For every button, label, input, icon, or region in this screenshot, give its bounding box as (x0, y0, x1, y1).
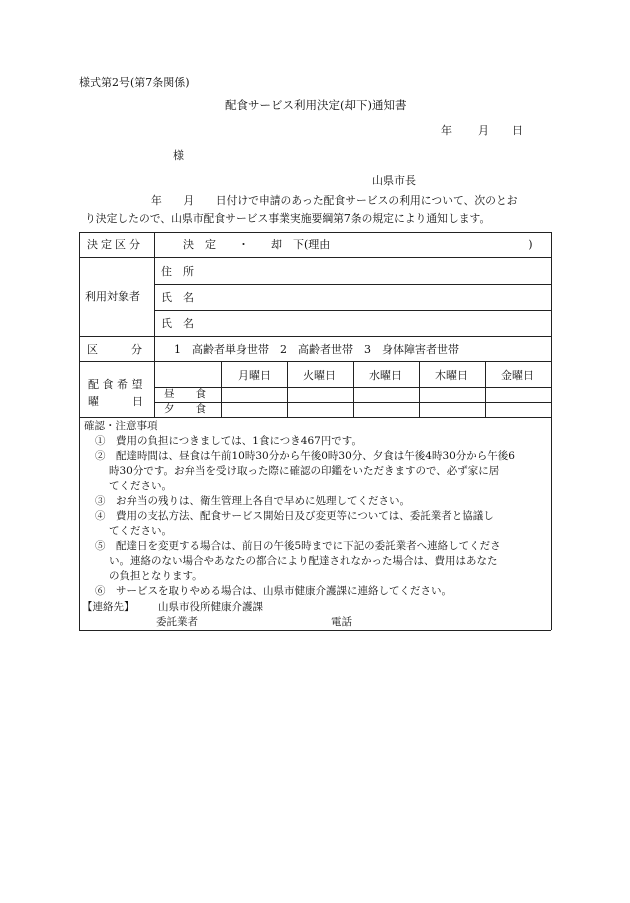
name-label: 氏 名 (161, 291, 194, 304)
days-label: 配 食 希 望 (88, 378, 143, 391)
weekday-header: 金曜日 (501, 369, 534, 382)
note-line: ⑤ 配達日を変更する場合は、前日の午後5時までに下記の委託業者へ連絡してくださ (95, 540, 501, 552)
note-line: ④ 費用の支払方法、配食サービス開始日及び変更等については、委託業者と協議し (95, 510, 494, 522)
addressee-suffix: 様 (173, 149, 184, 162)
name-label: 氏 名 (161, 317, 194, 330)
table-border-left (79, 232, 80, 630)
row-divider (79, 257, 551, 258)
table-border-top (79, 232, 551, 233)
date-month: 月 (478, 124, 489, 137)
notes-heading: 確認・注意事項 (84, 420, 158, 432)
date-day: 日 (512, 124, 523, 137)
note-line: ⑥ サービスを取りやめる場合は、山県市健康介護課に連絡してください。 (95, 585, 452, 597)
decision-value: 決 定 ・ 却 下(理由 ) (183, 238, 533, 251)
note-line: ① 費用の負担につきましては、1食につき467円です。 (95, 435, 362, 447)
decision-label: 決定区分 (87, 238, 143, 251)
days-label: 曜 日 (88, 395, 143, 408)
meal-label: 夕 食 (164, 403, 206, 415)
note-line: の負担となります。 (109, 570, 203, 582)
target-label: 利用対象者 (85, 290, 140, 303)
category-value: 1 高齢者単身世帯 2 高齢者世帯 3 身体障害者世帯 (174, 343, 459, 356)
note-line: てください。 (109, 525, 172, 537)
meal-label: 昼 食 (164, 388, 206, 400)
date-year: 年 (441, 124, 452, 137)
day-column-divider (419, 361, 420, 417)
note-line: てください。 (109, 480, 172, 492)
day-column-divider (221, 361, 222, 417)
contact-value: 山県市役所健康介護課 (158, 601, 263, 613)
day-column-divider (287, 361, 288, 417)
row-divider (154, 284, 551, 285)
day-column-divider (353, 361, 354, 417)
day-column-divider (485, 361, 486, 417)
form-number: 様式第2号(第7条関係) (79, 76, 190, 89)
note-line: ③ お弁当の残りは、衛生管理上各自で早めに処理してください。 (95, 495, 410, 507)
contact-label: 【連絡先】 (82, 601, 135, 613)
row-divider (79, 361, 551, 362)
table-border-bottom (79, 630, 551, 631)
row-divider (79, 417, 551, 418)
note-line: ② 配達時間は、昼食は午前10時30分から午後0時30分、夕食は午後4時30分から午後6 (95, 450, 515, 462)
address-label: 住 所 (161, 265, 194, 278)
body-line-1: 年 月 日付けで申請のあった配食サービスの利用について、次のとお (151, 194, 518, 207)
weekday-header: 火曜日 (303, 369, 336, 382)
weekday-header: 月曜日 (238, 369, 271, 382)
row-divider (154, 310, 551, 311)
note-line: い。連絡のない場合やあなたの都合により配達されなかった場合は、費用はあなた (109, 555, 498, 567)
body-line-2: り決定したので、山県市配食サービス事業実施要綱第7条の規定により通知します。 (85, 212, 491, 225)
note-line: 時30分です。お弁当を受け取った際に確認の印鑑をいただきますので、必ず家に居 (109, 465, 500, 477)
phone-label: 電話 (331, 616, 352, 628)
weekday-header: 木曜日 (435, 369, 468, 382)
label-column-divider (154, 232, 155, 417)
document-title: 配食サービス利用決定(却下)通知書 (225, 98, 407, 112)
category-label: 区 分 (87, 343, 142, 356)
issuer: 山県市長 (372, 174, 416, 187)
row-divider (79, 336, 551, 337)
weekday-header: 水曜日 (369, 369, 402, 382)
contractor-label: 委託業者 (156, 616, 198, 628)
table-border-right (551, 232, 552, 630)
